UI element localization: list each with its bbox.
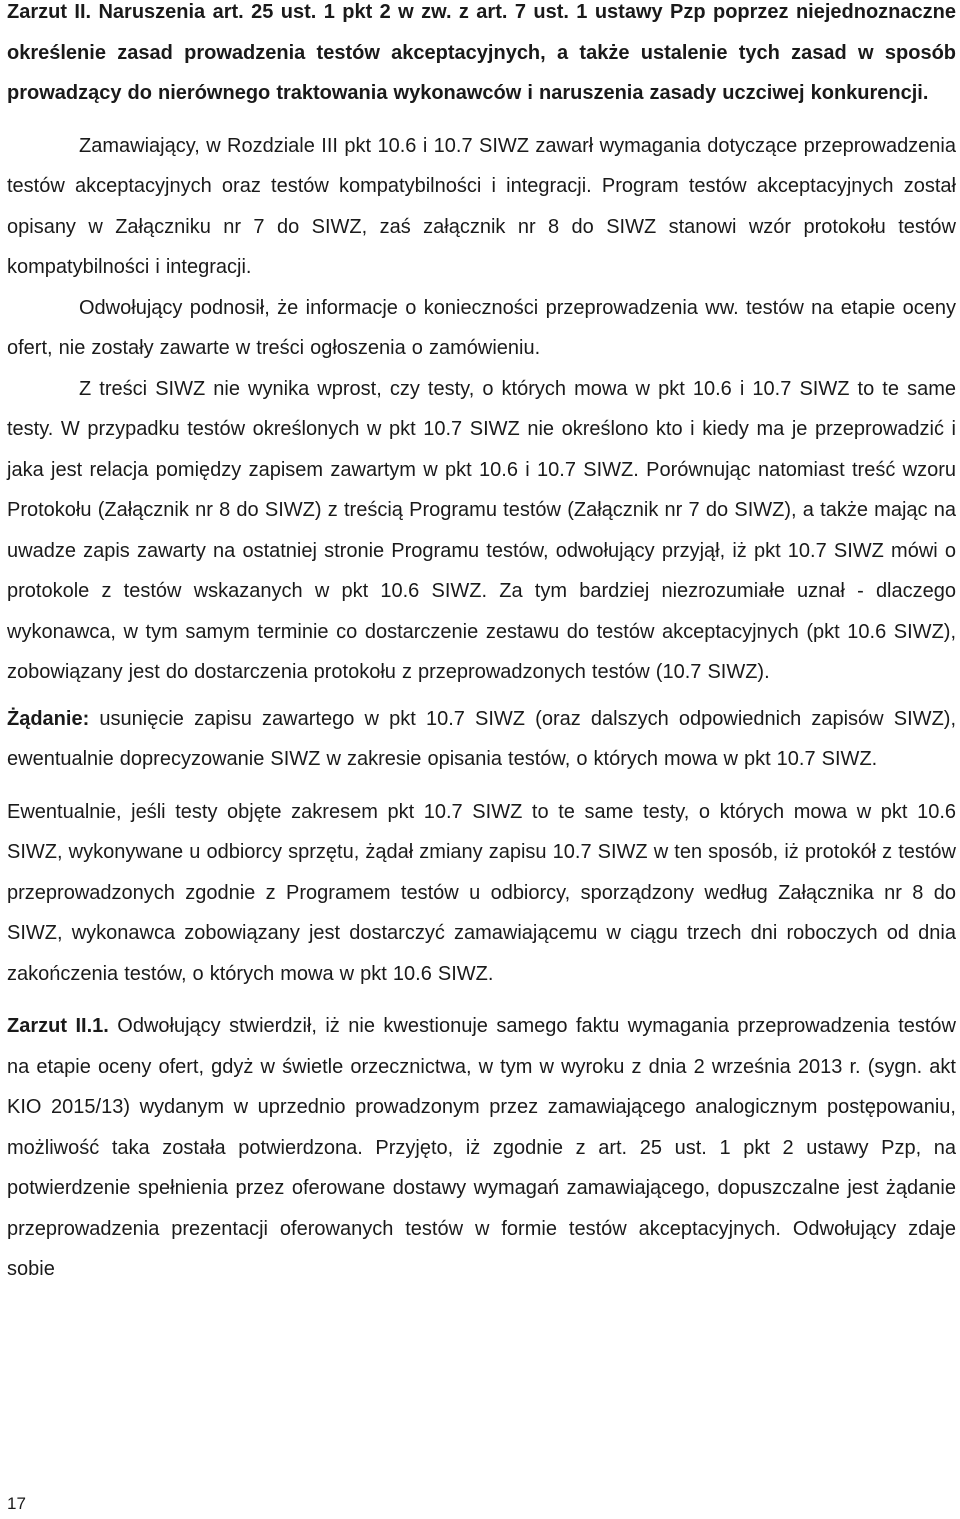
paragraph-alternative-demand bbox=[7, 792, 956, 995]
paragraph-objection-ii-1 bbox=[7, 1006, 956, 1290]
objection-ii-1-label: Zarzut II.1. bbox=[7, 1015, 109, 1037]
paragraph-objection-ii bbox=[7, 0, 956, 114]
paragraph-requirements bbox=[7, 126, 956, 288]
paragraph-text: Ewentualnie, jeśli testy objęte zakresem pkt 10.7 SIWZ to te same testy, o których mowa w pkt 10.6 SIWZ, wykonywane u odbiorcy sprzętu, żądał zmiany zapisu 10.7 SIWZ w ten sposób, iż protokół z testów przeprowadzonych zgodnie z Programem testów u odbiorcy, sporządzony według Załącznika nr 8 do SIWZ, wykonawca zobowiązany jest dostarczyć zamawiającemu w ciągu trzech dni roboczych od dnia zakończenia testów, o których mowa w pkt 10.6 SIWZ. bbox=[7, 800, 956, 985]
paragraph-text: usunięcie zapisu zawartego w pkt 10.7 SIWZ (oraz dalszych odpowiednich zapisów SIWZ), ewentualnie doprecyzowanie SIWZ w zakresie opisania testów, o których mowa w pkt 10.7 SIWZ. bbox=[7, 707, 956, 770]
paragraph-text: Odwołujący podnosił, że informacje o konieczności przeprowadzenia ww. testów na etapie oceny ofert, nie zostały zawarte w treści ogłoszenia o zamówieniu. bbox=[7, 296, 956, 359]
paragraph-text: Odwołujący stwierdził, iż nie kwestionuje samego faktu wymagania przeprowadzenia testów na etapie oceny ofert, gdyż w świetle orzecznictwa, w tym w wyroku z dnia 2 września 2013 r. (sygn. akt KIO 2015/13) wydanym w uprzednio prowadzonym przez zamawiającego analogicznym postępowaniu, możliwość taka została potwierdzona. Przyjęto, iż zgodnie z art. 25 ust. 1 pkt 2 ustawy Pzp, na potwierdzenie spełnienia przez oferowane dostawy wymagań zamawiającego, dopuszczalne jest żądanie przeprowadzenia prezentacji oferowanych testów w formie testów akceptacyjnych. Odwołujący zdaje sobie bbox=[7, 1015, 956, 1280]
paragraph-text: Z treści SIWZ nie wynika wprost, czy testy, o których mowa w pkt 10.6 i 10.7 SIWZ to te same testy. W przypadku testów określonych w pkt 10.7 SIWZ nie określono kto i kiedy ma je przeprowadzić i jaka jest relacja pomiędzy zapisem zawartym w pkt 10.6 i 10.7 SIWZ. Porównując natomiast treść wzoru Protokołu (Załącznik nr 8 do SIWZ) z treścią Programu testów (Załącznik nr 7 do SIWZ), a także mając na uwadze zapis zawarty na ostatniej stronie Programu testów, odwołujący przyjął, iż pkt 10.7 SIWZ mówi o protokole z testów wskazanych w pkt 10.6 SIWZ. Za tym bardziej niezrozumiałe uznał - dlaczego wykonawca, w tym samym terminie co dostarczenie zestawu do testów akceptacyjnych (pkt 10.6 SIWZ), zobowiązany jest do dostarczenia protokołu z przeprowadzonych testów (10.7 SIWZ). bbox=[7, 377, 956, 683]
objection-ii-heading: Zarzut II. Naruszenia art. 25 ust. 1 pkt 2 w zw. z art. 7 ust. 1 ustawy Pzp poprzez niejednoznaczne określenie zasad prowadzenia testów akceptacyjnych, a także ustalenie tych zasad w sposób prowadzący do nierównego traktowania wykonawców i naruszenia zasady uczciwej konkurencji. bbox=[7, 1, 956, 104]
page-number: 17 bbox=[7, 1494, 26, 1513]
paragraph-appellant-claim bbox=[7, 288, 956, 369]
demand-label: Żądanie: bbox=[7, 707, 90, 730]
paragraph-text: Zamawiający, w Rozdziale III pkt 10.6 i 10.7 SIWZ zawarł wymagania dotyczące przeprowadzenia testów akceptacyjnych oraz testów kompatybilności i integracji. Program testów akceptacyjnych został opisany w Załączniku nr 7 do SIWZ, zaś załącznik nr 8 do SIWZ stanowi wzór protokołu testów kompatybilności i integracji. bbox=[7, 134, 956, 278]
paragraph-siwz-analysis bbox=[7, 369, 956, 693]
paragraph-demand bbox=[7, 699, 956, 780]
document-page bbox=[7, 0, 956, 1290]
